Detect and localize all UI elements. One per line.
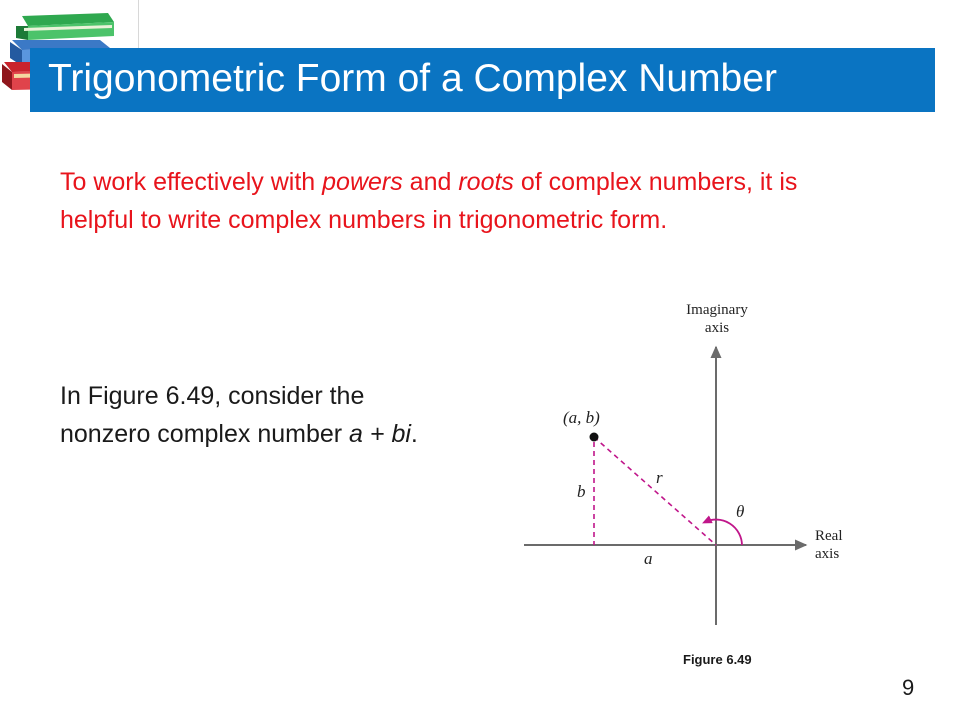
intro-paragraph: [60, 163, 840, 239]
body-text-1: In Figure 6.49, consider the nonzero complex number: [60, 382, 365, 448]
intro-text-2: and: [402, 168, 459, 196]
intro-emphasis-roots: roots: [458, 168, 514, 196]
figure-caption: Figure 6.49: [683, 652, 752, 667]
imaginary-axis-label-line1: Imaginary: [686, 302, 748, 318]
complex-plane-figure: [500, 290, 900, 650]
corner-divider: [138, 0, 139, 50]
label-theta: θ: [736, 502, 745, 521]
body-emphasis-expression: a + bi: [349, 420, 411, 448]
slide-title: Trigonometric Form of a Complex Number: [48, 57, 777, 100]
label-r: r: [656, 468, 663, 487]
real-axis-label-line1: Real: [815, 528, 843, 544]
point-label: (a, b): [563, 408, 600, 427]
body-paragraph: [60, 377, 460, 453]
modulus-line: [594, 437, 716, 545]
intro-text-1: To work effectively with: [60, 168, 323, 196]
intro-emphasis-powers: powers: [322, 168, 403, 196]
label-b: b: [577, 482, 586, 501]
intro-text-3: of complex numbers, it is helpful to write complex numbers in trigonometric form.: [60, 168, 798, 234]
page-number: 9: [902, 675, 915, 700]
body-text-2: .: [410, 420, 418, 448]
real-axis-label-line2: axis: [815, 546, 840, 562]
imaginary-axis-label-line2: axis: [704, 320, 730, 336]
point-marker: [590, 433, 599, 442]
label-a: a: [644, 549, 653, 568]
